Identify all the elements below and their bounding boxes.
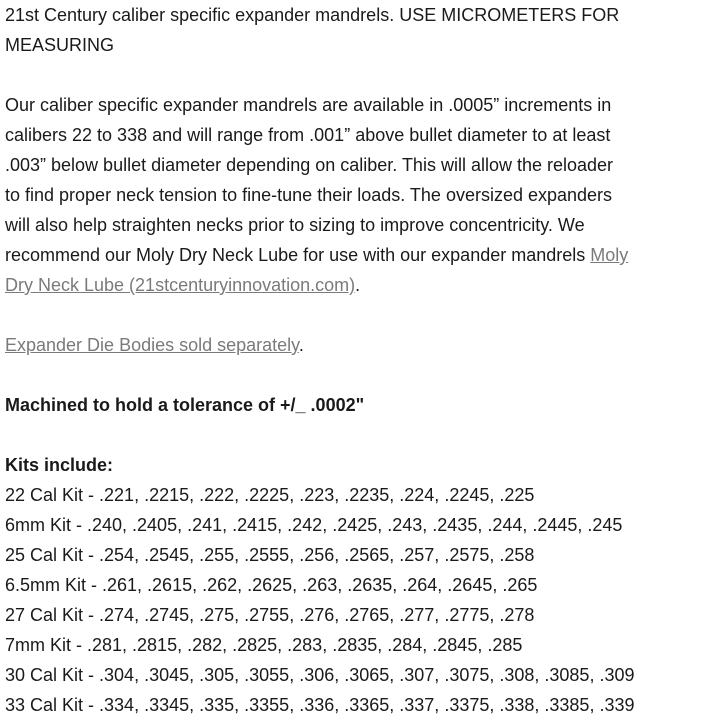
heading-line-1: 21st Century caliber specific expander mandrels. USE MICROMETERS FOR	[5, 5, 620, 25]
description-line-2: calibers 22 to 338 and will range from .001” above bullet diameter to at least	[5, 125, 611, 145]
kit-item-7mm: 7mm Kit - .281, .2815, .282, .2825, .283, .2835, .284, .2845, .285	[5, 635, 523, 655]
description-line-6-text: recommend our Moly Dry Neck Lube for use with our expander mandrels	[5, 245, 591, 265]
kits-title: Kits include:	[5, 455, 114, 475]
kit-item-25-cal: 25 Cal Kit - .254, .2545, .255, .2555, .256, .2565, .257, .2575, .258	[5, 545, 535, 565]
description-line-3: .003” below bullet diameter depending on caliber. This will allow the reloader	[5, 155, 614, 175]
spacer	[5, 60, 713, 90]
kit-item-22-cal: 22 Cal Kit - .221, .2215, .222, .2225, .223, .2235, .224, .2245, .225	[5, 485, 535, 505]
die-bodies-line	[5, 330, 713, 360]
kit-item-30-cal: 30 Cal Kit - .304, .3045, .305, .3055, .306, .3065, .307, .3075, .308, .3085, .309	[5, 665, 635, 685]
description-line-1: Our caliber specific expander mandrels are available in .0005” increments in	[5, 95, 612, 115]
expander-die-bodies-link[interactable]: Expander Die Bodies sold separately	[5, 335, 299, 355]
description-line-5: will also help straighten necks prior to sizing to improve concentricity. We	[5, 215, 585, 235]
spacer	[5, 300, 713, 330]
kit-item-6mm: 6mm Kit - .240, .2405, .241, .2415, .242, .2425, .243, .2435, .244, .2445, .245	[5, 515, 623, 535]
spacer	[5, 360, 713, 390]
description-line-4: to find proper neck tension to fine-tune their loads. The oversized expanders	[5, 185, 613, 205]
kit-item-6-5mm: 6.5mm Kit - .261, .2615, .262, .2625, .263, .2635, .264, .2645, .265	[5, 575, 538, 595]
kit-item-27-cal: 27 Cal Kit - .274, .2745, .275, .2755, .276, .2765, .277, .2775, .278	[5, 605, 535, 625]
kit-item-33-cal: 33 Cal Kit - .334, .3345, .335, .3355, .336, .3365, .337, .3375, .338, .3385, .339	[5, 695, 635, 715]
moly-dry-neck-lube-link-start[interactable]: Moly	[590, 245, 629, 265]
description-line-7	[5, 270, 713, 300]
kits-list	[5, 480, 713, 720]
tolerance-statement: Machined to hold a tolerance of +/_ .0002"	[5, 395, 365, 415]
spacer	[5, 420, 713, 450]
description-line-6	[5, 240, 713, 270]
moly-dry-neck-lube-link-end[interactable]: Dry Neck Lube (21stcenturyinnovation.com)	[5, 275, 356, 295]
heading-line-2: MEASURING	[5, 35, 115, 55]
description-period: .	[355, 275, 361, 295]
die-bodies-period: .	[298, 335, 304, 355]
